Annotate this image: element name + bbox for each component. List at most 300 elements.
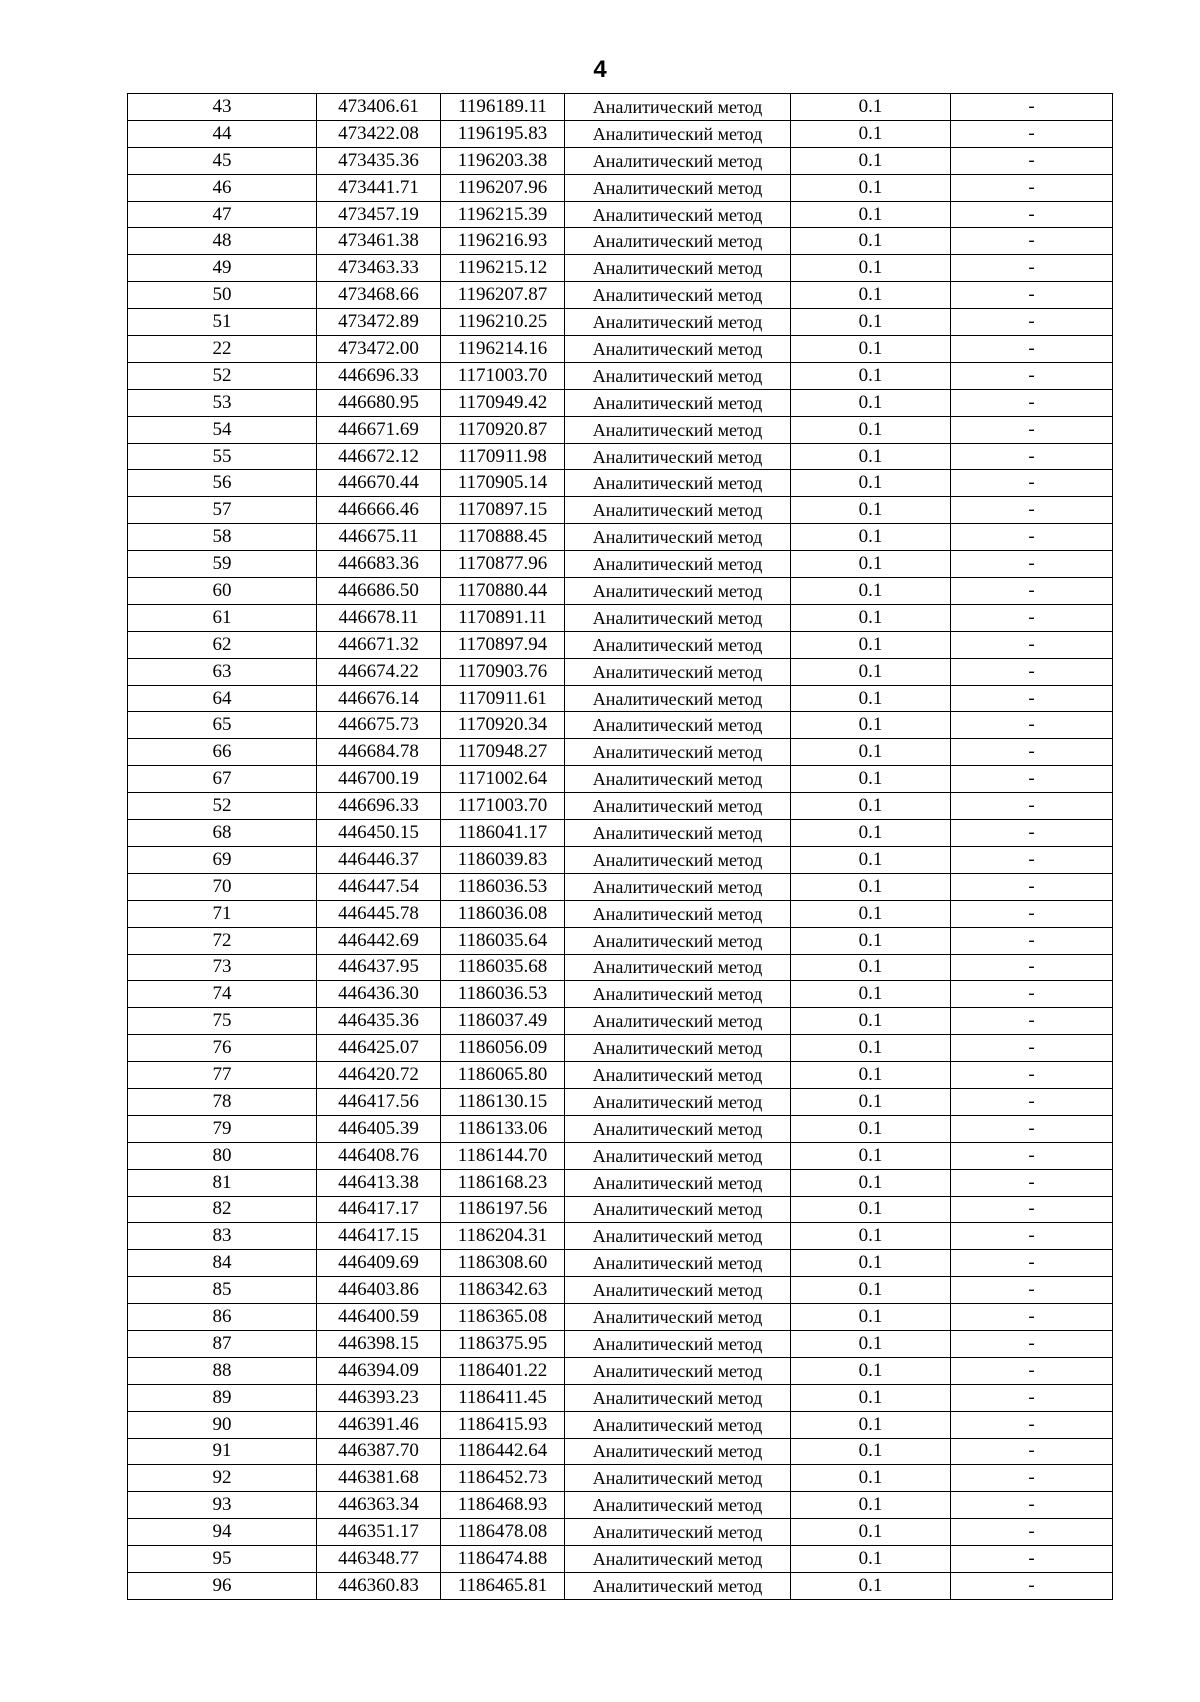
x-coordinate-cell: 446678.11 — [317, 604, 441, 631]
point-number-cell: 47 — [128, 201, 317, 228]
y-coordinate-cell: 1186065.80 — [441, 1062, 565, 1089]
accuracy-cell: 0.1 — [791, 766, 951, 793]
table-row — [128, 174, 1113, 201]
y-coordinate-cell: 1186041.17 — [441, 820, 565, 847]
accuracy-cell: 0.1 — [791, 1196, 951, 1223]
table-row — [128, 1223, 1113, 1250]
point-number-cell: 52 — [128, 793, 317, 820]
x-coordinate-cell: 446417.56 — [317, 1088, 441, 1115]
x-coordinate-cell: 446394.09 — [317, 1357, 441, 1384]
accuracy-cell: 0.1 — [791, 1546, 951, 1573]
point-number-cell: 52 — [128, 362, 317, 389]
point-number-cell: 95 — [128, 1546, 317, 1573]
y-coordinate-cell: 1196207.87 — [441, 282, 565, 309]
accuracy-cell: 0.1 — [791, 201, 951, 228]
description-cell: - — [951, 524, 1113, 551]
point-number-cell: 88 — [128, 1357, 317, 1384]
method-cell: Аналитический метод — [565, 228, 791, 255]
y-coordinate-cell: 1186365.08 — [441, 1304, 565, 1331]
point-number-cell: 61 — [128, 604, 317, 631]
accuracy-cell: 0.1 — [791, 1304, 951, 1331]
y-coordinate-cell: 1196195.83 — [441, 120, 565, 147]
method-cell: Аналитический метод — [565, 282, 791, 309]
x-coordinate-cell: 446405.39 — [317, 1115, 441, 1142]
x-coordinate-cell: 446446.37 — [317, 846, 441, 873]
table-row — [128, 739, 1113, 766]
accuracy-cell: 0.1 — [791, 255, 951, 282]
x-coordinate-cell: 473463.33 — [317, 255, 441, 282]
point-number-cell: 74 — [128, 981, 317, 1008]
description-cell: - — [951, 470, 1113, 497]
x-coordinate-cell: 473457.19 — [317, 201, 441, 228]
table-row — [128, 309, 1113, 336]
y-coordinate-cell: 1196189.11 — [441, 94, 565, 121]
y-coordinate-cell: 1170888.45 — [441, 524, 565, 551]
point-number-cell: 46 — [128, 174, 317, 201]
point-number-cell: 78 — [128, 1088, 317, 1115]
description-cell: - — [951, 1465, 1113, 1492]
accuracy-cell: 0.1 — [791, 309, 951, 336]
accuracy-cell: 0.1 — [791, 631, 951, 658]
y-coordinate-cell: 1196207.96 — [441, 174, 565, 201]
x-coordinate-cell: 446437.95 — [317, 954, 441, 981]
method-cell: Аналитический метод — [565, 658, 791, 685]
y-coordinate-cell: 1186204.31 — [441, 1223, 565, 1250]
point-number-cell: 77 — [128, 1062, 317, 1089]
y-coordinate-cell: 1186037.49 — [441, 1008, 565, 1035]
method-cell: Аналитический метод — [565, 1357, 791, 1384]
table-row — [128, 1196, 1113, 1223]
method-cell: Аналитический метод — [565, 524, 791, 551]
method-cell: Аналитический метод — [565, 1196, 791, 1223]
method-cell: Аналитический метод — [565, 981, 791, 1008]
table-row — [128, 282, 1113, 309]
accuracy-cell: 0.1 — [791, 443, 951, 470]
description-cell: - — [951, 336, 1113, 363]
description-cell: - — [951, 1330, 1113, 1357]
y-coordinate-cell: 1186474.88 — [441, 1546, 565, 1573]
description-cell: - — [951, 120, 1113, 147]
point-number-cell: 68 — [128, 820, 317, 847]
accuracy-cell: 0.1 — [791, 1465, 951, 1492]
x-coordinate-cell: 446363.34 — [317, 1492, 441, 1519]
y-coordinate-cell: 1196215.39 — [441, 201, 565, 228]
y-coordinate-cell: 1186468.93 — [441, 1492, 565, 1519]
point-number-cell: 70 — [128, 873, 317, 900]
y-coordinate-cell: 1186168.23 — [441, 1169, 565, 1196]
point-number-cell: 66 — [128, 739, 317, 766]
point-number-cell: 81 — [128, 1169, 317, 1196]
table-row — [128, 766, 1113, 793]
table-row — [128, 1008, 1113, 1035]
accuracy-cell: 0.1 — [791, 981, 951, 1008]
accuracy-cell: 0.1 — [791, 846, 951, 873]
point-number-cell: 83 — [128, 1223, 317, 1250]
accuracy-cell: 0.1 — [791, 497, 951, 524]
point-number-cell: 43 — [128, 94, 317, 121]
method-cell: Аналитический метод — [565, 766, 791, 793]
description-cell: - — [951, 309, 1113, 336]
accuracy-cell: 0.1 — [791, 228, 951, 255]
x-coordinate-cell: 446674.22 — [317, 658, 441, 685]
x-coordinate-cell: 446686.50 — [317, 578, 441, 605]
y-coordinate-cell: 1171003.70 — [441, 793, 565, 820]
table-row — [128, 1115, 1113, 1142]
accuracy-cell: 0.1 — [791, 1250, 951, 1277]
method-cell: Аналитический метод — [565, 1572, 791, 1599]
y-coordinate-cell: 1186036.53 — [441, 981, 565, 1008]
x-coordinate-cell: 446435.36 — [317, 1008, 441, 1035]
method-cell: Аналитический метод — [565, 255, 791, 282]
point-number-cell: 57 — [128, 497, 317, 524]
accuracy-cell: 0.1 — [791, 416, 951, 443]
accuracy-cell: 0.1 — [791, 1277, 951, 1304]
point-number-cell: 90 — [128, 1411, 317, 1438]
point-number-cell: 85 — [128, 1277, 317, 1304]
description-cell: - — [951, 551, 1113, 578]
accuracy-cell: 0.1 — [791, 362, 951, 389]
method-cell: Аналитический метод — [565, 443, 791, 470]
method-cell: Аналитический метод — [565, 820, 791, 847]
y-coordinate-cell: 1186465.81 — [441, 1572, 565, 1599]
accuracy-cell: 0.1 — [791, 900, 951, 927]
accuracy-cell: 0.1 — [791, 658, 951, 685]
table-row — [128, 604, 1113, 631]
description-cell: - — [951, 873, 1113, 900]
y-coordinate-cell: 1186478.08 — [441, 1519, 565, 1546]
x-coordinate-cell: 446447.54 — [317, 873, 441, 900]
x-coordinate-cell: 446417.15 — [317, 1223, 441, 1250]
method-cell: Аналитический метод — [565, 1008, 791, 1035]
table-row — [128, 228, 1113, 255]
description-cell: - — [951, 846, 1113, 873]
table-row — [128, 551, 1113, 578]
y-coordinate-cell: 1186039.83 — [441, 846, 565, 873]
accuracy-cell: 0.1 — [791, 954, 951, 981]
x-coordinate-cell: 473468.66 — [317, 282, 441, 309]
point-number-cell: 86 — [128, 1304, 317, 1331]
y-coordinate-cell: 1170911.98 — [441, 443, 565, 470]
method-cell: Аналитический метод — [565, 1330, 791, 1357]
method-cell: Аналитический метод — [565, 1384, 791, 1411]
description-cell: - — [951, 94, 1113, 121]
table-row — [128, 524, 1113, 551]
table-row — [128, 201, 1113, 228]
point-number-cell: 80 — [128, 1142, 317, 1169]
x-coordinate-cell: 473472.89 — [317, 309, 441, 336]
y-coordinate-cell: 1171002.64 — [441, 766, 565, 793]
y-coordinate-cell: 1186442.64 — [441, 1438, 565, 1465]
description-cell: - — [951, 255, 1113, 282]
coordinates-table — [127, 93, 1113, 1600]
y-coordinate-cell: 1170949.42 — [441, 389, 565, 416]
x-coordinate-cell: 446683.36 — [317, 551, 441, 578]
description-cell: - — [951, 389, 1113, 416]
x-coordinate-cell: 446409.69 — [317, 1250, 441, 1277]
table-row — [128, 1169, 1113, 1196]
point-number-cell: 93 — [128, 1492, 317, 1519]
x-coordinate-cell: 446672.12 — [317, 443, 441, 470]
table-row — [128, 981, 1113, 1008]
y-coordinate-cell: 1170905.14 — [441, 470, 565, 497]
table-row — [128, 954, 1113, 981]
y-coordinate-cell: 1170911.61 — [441, 685, 565, 712]
y-coordinate-cell: 1186197.56 — [441, 1196, 565, 1223]
method-cell: Аналитический метод — [565, 604, 791, 631]
description-cell: - — [951, 1357, 1113, 1384]
accuracy-cell: 0.1 — [791, 1008, 951, 1035]
method-cell: Аналитический метод — [565, 470, 791, 497]
accuracy-cell: 0.1 — [791, 820, 951, 847]
table-row — [128, 820, 1113, 847]
x-coordinate-cell: 446684.78 — [317, 739, 441, 766]
description-cell: - — [951, 954, 1113, 981]
description-cell: - — [951, 1169, 1113, 1196]
description-cell: - — [951, 228, 1113, 255]
description-cell: - — [951, 793, 1113, 820]
table-row — [128, 1304, 1113, 1331]
table-row — [128, 1035, 1113, 1062]
accuracy-cell: 0.1 — [791, 1519, 951, 1546]
description-cell: - — [951, 1277, 1113, 1304]
x-coordinate-cell: 446417.17 — [317, 1196, 441, 1223]
description-cell: - — [951, 1519, 1113, 1546]
method-cell: Аналитический метод — [565, 497, 791, 524]
table-row — [128, 1142, 1113, 1169]
method-cell: Аналитический метод — [565, 1519, 791, 1546]
description-cell: - — [951, 1035, 1113, 1062]
table-row — [128, 389, 1113, 416]
x-coordinate-cell: 446413.38 — [317, 1169, 441, 1196]
table-row — [128, 1250, 1113, 1277]
method-cell: Аналитический метод — [565, 927, 791, 954]
description-cell: - — [951, 1142, 1113, 1169]
accuracy-cell: 0.1 — [791, 1572, 951, 1599]
table-row — [128, 1492, 1113, 1519]
x-coordinate-cell: 446675.73 — [317, 712, 441, 739]
method-cell: Аналитический метод — [565, 578, 791, 605]
method-cell: Аналитический метод — [565, 739, 791, 766]
method-cell: Аналитический метод — [565, 362, 791, 389]
accuracy-cell: 0.1 — [791, 1357, 951, 1384]
x-coordinate-cell: 473472.00 — [317, 336, 441, 363]
point-number-cell: 51 — [128, 309, 317, 336]
point-number-cell: 92 — [128, 1465, 317, 1492]
y-coordinate-cell: 1186133.06 — [441, 1115, 565, 1142]
y-coordinate-cell: 1186130.15 — [441, 1088, 565, 1115]
table-row — [128, 712, 1113, 739]
table-row — [128, 685, 1113, 712]
x-coordinate-cell: 446351.17 — [317, 1519, 441, 1546]
point-number-cell: 87 — [128, 1330, 317, 1357]
table-row — [128, 1330, 1113, 1357]
point-number-cell: 96 — [128, 1572, 317, 1599]
table-row — [128, 1357, 1113, 1384]
x-coordinate-cell: 446680.95 — [317, 389, 441, 416]
description-cell: - — [951, 712, 1113, 739]
page-number: 4 — [593, 56, 607, 83]
table-row — [128, 443, 1113, 470]
method-cell: Аналитический метод — [565, 147, 791, 174]
method-cell: Аналитический метод — [565, 1062, 791, 1089]
point-number-cell: 60 — [128, 578, 317, 605]
method-cell: Аналитический метод — [565, 1492, 791, 1519]
accuracy-cell: 0.1 — [791, 551, 951, 578]
point-number-cell: 50 — [128, 282, 317, 309]
table-row — [128, 578, 1113, 605]
accuracy-cell: 0.1 — [791, 1492, 951, 1519]
description-cell: - — [951, 739, 1113, 766]
x-coordinate-cell: 446425.07 — [317, 1035, 441, 1062]
accuracy-cell: 0.1 — [791, 282, 951, 309]
y-coordinate-cell: 1170880.44 — [441, 578, 565, 605]
description-cell: - — [951, 1546, 1113, 1573]
x-coordinate-cell: 446676.14 — [317, 685, 441, 712]
point-number-cell: 22 — [128, 336, 317, 363]
y-coordinate-cell: 1186401.22 — [441, 1357, 565, 1384]
y-coordinate-cell: 1170920.34 — [441, 712, 565, 739]
table-row — [128, 255, 1113, 282]
table-row — [128, 1438, 1113, 1465]
description-cell: - — [951, 362, 1113, 389]
description-cell: - — [951, 927, 1113, 954]
description-cell: - — [951, 1411, 1113, 1438]
table-row — [128, 873, 1113, 900]
method-cell: Аналитический метод — [565, 201, 791, 228]
x-coordinate-cell: 446420.72 — [317, 1062, 441, 1089]
x-coordinate-cell: 446671.69 — [317, 416, 441, 443]
y-coordinate-cell: 1186144.70 — [441, 1142, 565, 1169]
y-coordinate-cell: 1186056.09 — [441, 1035, 565, 1062]
table-row — [128, 793, 1113, 820]
accuracy-cell: 0.1 — [791, 120, 951, 147]
description-cell: - — [951, 1062, 1113, 1089]
description-cell: - — [951, 1223, 1113, 1250]
x-coordinate-cell: 446675.11 — [317, 524, 441, 551]
x-coordinate-cell: 446398.15 — [317, 1330, 441, 1357]
point-number-cell: 48 — [128, 228, 317, 255]
point-number-cell: 89 — [128, 1384, 317, 1411]
accuracy-cell: 0.1 — [791, 712, 951, 739]
method-cell: Аналитический метод — [565, 846, 791, 873]
y-coordinate-cell: 1196215.12 — [441, 255, 565, 282]
point-number-cell: 73 — [128, 954, 317, 981]
point-number-cell: 44 — [128, 120, 317, 147]
x-coordinate-cell: 446436.30 — [317, 981, 441, 1008]
x-coordinate-cell: 446387.70 — [317, 1438, 441, 1465]
accuracy-cell: 0.1 — [791, 1438, 951, 1465]
table-row — [128, 94, 1113, 121]
method-cell: Аналитический метод — [565, 336, 791, 363]
description-cell: - — [951, 1384, 1113, 1411]
y-coordinate-cell: 1186036.53 — [441, 873, 565, 900]
point-number-cell: 56 — [128, 470, 317, 497]
description-cell: - — [951, 1572, 1113, 1599]
x-coordinate-cell: 446696.33 — [317, 362, 441, 389]
description-cell: - — [951, 981, 1113, 1008]
y-coordinate-cell: 1186308.60 — [441, 1250, 565, 1277]
point-number-cell: 75 — [128, 1008, 317, 1035]
method-cell: Аналитический метод — [565, 1142, 791, 1169]
accuracy-cell: 0.1 — [791, 739, 951, 766]
table-row — [128, 1572, 1113, 1599]
table-row — [128, 1088, 1113, 1115]
x-coordinate-cell: 446666.46 — [317, 497, 441, 524]
table-row — [128, 1411, 1113, 1438]
point-number-cell: 64 — [128, 685, 317, 712]
table-row — [128, 120, 1113, 147]
description-cell: - — [951, 416, 1113, 443]
description-cell: - — [951, 497, 1113, 524]
accuracy-cell: 0.1 — [791, 927, 951, 954]
method-cell: Аналитический метод — [565, 1035, 791, 1062]
accuracy-cell: 0.1 — [791, 336, 951, 363]
accuracy-cell: 0.1 — [791, 1035, 951, 1062]
method-cell: Аналитический метод — [565, 1250, 791, 1277]
method-cell: Аналитический метод — [565, 793, 791, 820]
method-cell: Аналитический метод — [565, 873, 791, 900]
method-cell: Аналитический метод — [565, 631, 791, 658]
description-cell: - — [951, 631, 1113, 658]
y-coordinate-cell: 1186035.68 — [441, 954, 565, 981]
method-cell: Аналитический метод — [565, 551, 791, 578]
y-coordinate-cell: 1186411.45 — [441, 1384, 565, 1411]
method-cell: Аналитический метод — [565, 1277, 791, 1304]
method-cell: Аналитический метод — [565, 309, 791, 336]
accuracy-cell: 0.1 — [791, 685, 951, 712]
method-cell: Аналитический метод — [565, 900, 791, 927]
y-coordinate-cell: 1186036.08 — [441, 900, 565, 927]
accuracy-cell: 0.1 — [791, 147, 951, 174]
accuracy-cell: 0.1 — [791, 389, 951, 416]
y-coordinate-cell: 1186415.93 — [441, 1411, 565, 1438]
x-coordinate-cell: 446700.19 — [317, 766, 441, 793]
accuracy-cell: 0.1 — [791, 1169, 951, 1196]
description-cell: - — [951, 820, 1113, 847]
description-cell: - — [951, 1250, 1113, 1277]
description-cell: - — [951, 1008, 1113, 1035]
accuracy-cell: 0.1 — [791, 1142, 951, 1169]
y-coordinate-cell: 1171003.70 — [441, 362, 565, 389]
y-coordinate-cell: 1186375.95 — [441, 1330, 565, 1357]
point-number-cell: 79 — [128, 1115, 317, 1142]
point-number-cell: 91 — [128, 1438, 317, 1465]
accuracy-cell: 0.1 — [791, 1330, 951, 1357]
x-coordinate-cell: 446393.23 — [317, 1384, 441, 1411]
description-cell: - — [951, 1492, 1113, 1519]
point-number-cell: 58 — [128, 524, 317, 551]
description-cell: - — [951, 658, 1113, 685]
method-cell: Аналитический метод — [565, 1304, 791, 1331]
accuracy-cell: 0.1 — [791, 1115, 951, 1142]
point-number-cell: 84 — [128, 1250, 317, 1277]
x-coordinate-cell: 446671.32 — [317, 631, 441, 658]
table-row — [128, 1062, 1113, 1089]
method-cell: Аналитический метод — [565, 1546, 791, 1573]
description-cell: - — [951, 1115, 1113, 1142]
x-coordinate-cell: 446408.76 — [317, 1142, 441, 1169]
y-coordinate-cell: 1170897.15 — [441, 497, 565, 524]
point-number-cell: 63 — [128, 658, 317, 685]
x-coordinate-cell: 446360.83 — [317, 1572, 441, 1599]
accuracy-cell: 0.1 — [791, 873, 951, 900]
table-row — [128, 497, 1113, 524]
accuracy-cell: 0.1 — [791, 524, 951, 551]
y-coordinate-cell: 1196216.93 — [441, 228, 565, 255]
x-coordinate-cell: 446381.68 — [317, 1465, 441, 1492]
description-cell: - — [951, 201, 1113, 228]
table-row — [128, 900, 1113, 927]
